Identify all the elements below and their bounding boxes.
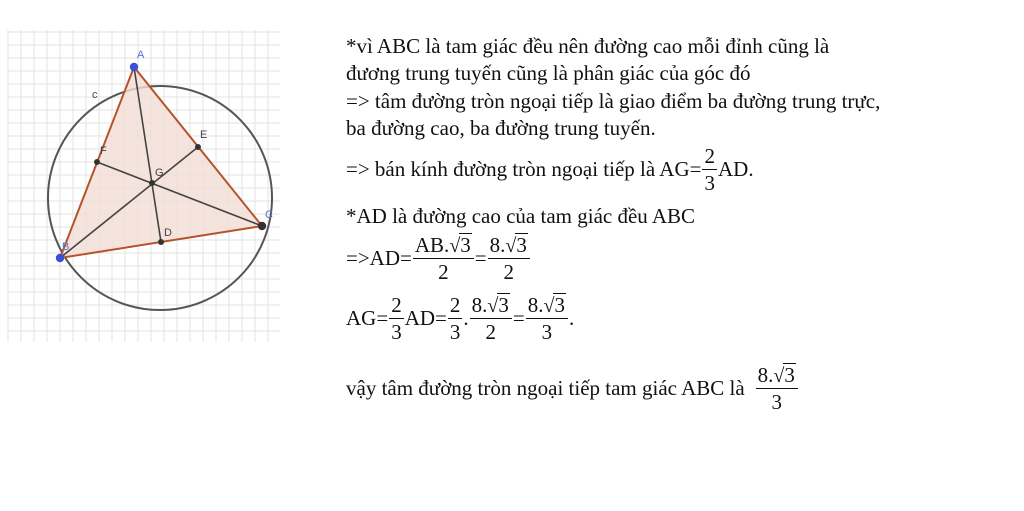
frac-den: 3 [771, 390, 783, 415]
label-g: G [155, 167, 164, 179]
sqrt-icon: √ 3 [773, 363, 795, 388]
fraction-2-3-b [448, 294, 463, 343]
dot: . [463, 305, 469, 330]
radicand: 3 [554, 293, 565, 317]
final-answer [346, 363, 799, 413]
text-line-4: ba đường cao, ba đường trung tuyến. [346, 116, 656, 140]
sqrt-icon: √ 3 [449, 233, 471, 258]
frac-num: 2 [389, 294, 404, 319]
sqrt-icon: √ 3 [487, 293, 509, 318]
sqrt-icon: √ 3 [543, 293, 565, 318]
frac-den: 3 [391, 319, 402, 344]
point-g [149, 180, 155, 186]
text-line-2: đương trung tuyến cũng là phân giác của góc đó [346, 61, 751, 85]
period: . [568, 305, 575, 330]
radicand: 3 [460, 233, 471, 257]
label-f: F [100, 145, 107, 157]
label-e: E [200, 129, 208, 141]
fraction-ab-sqrt3-over-2 [413, 233, 474, 283]
ag-prefix: AG= [346, 305, 389, 330]
radicand: 3 [784, 363, 795, 387]
frac-den: 2 [503, 260, 514, 285]
ag-formula [346, 293, 574, 343]
frac-num-text: 8. [489, 233, 506, 258]
point-c [258, 222, 266, 230]
frac-den: 2 [485, 320, 496, 345]
fraction-8-sqrt3-over-3 [526, 293, 568, 343]
frac-num-text: 8. [471, 293, 488, 318]
sqrt-icon: √ 3 [505, 233, 527, 258]
point-d [158, 239, 164, 245]
point-b [56, 254, 64, 262]
fraction-8-sqrt3-over-2 [488, 233, 530, 283]
label-d: D [164, 227, 172, 239]
equals: = [474, 245, 487, 270]
frac-den: 3 [541, 320, 553, 345]
geometry-figure [0, 30, 285, 345]
point-a [130, 63, 138, 71]
frac-num: 2 [702, 145, 717, 170]
text-line-1: *vì ABC là tam giác đều nên đường cao mỗi đỉnh cũng là [346, 34, 830, 58]
frac-num-text: AB. [414, 233, 450, 258]
text-line-6: *AD là đường cao của tam giác đều ABC [346, 204, 696, 228]
frac-den: 3 [449, 319, 461, 344]
label-a: A [137, 49, 145, 61]
ad-formula [346, 233, 531, 283]
radicand: 3 [498, 293, 509, 317]
equals: = [512, 305, 525, 330]
text-line-3: => tâm đường tròn ngoại tiếp là giao điểm ba đường trung trực, [346, 89, 881, 113]
radicand: 3 [516, 233, 527, 257]
frac-den: 3 [704, 171, 715, 196]
fraction-2-3-a [389, 294, 404, 343]
label-circle-c: c [92, 89, 98, 101]
ad-prefix: =>AD= [346, 245, 412, 270]
frac-den: 2 [438, 260, 449, 285]
ag-ad: AD= [404, 305, 447, 330]
frac-num-text: 8. [527, 293, 544, 318]
frac-num: 2 [448, 294, 463, 319]
fraction-final [756, 363, 798, 413]
radius-formula [346, 145, 754, 194]
radius-text: => bán kính đường tròn ngoại tiếp là AG= [346, 157, 702, 182]
label-c: C [265, 209, 273, 221]
radius-ad: AD. [717, 157, 754, 182]
frac-num-text: 8. [757, 363, 774, 388]
point-f [94, 159, 100, 165]
fraction-two-thirds [702, 145, 717, 194]
final-text: vậy tâm đường tròn ngoại tiếp tam giác ABC là [346, 375, 745, 400]
point-e [195, 144, 201, 150]
label-b: B [62, 241, 70, 253]
fraction-8-sqrt3-over-2-b [470, 293, 512, 343]
